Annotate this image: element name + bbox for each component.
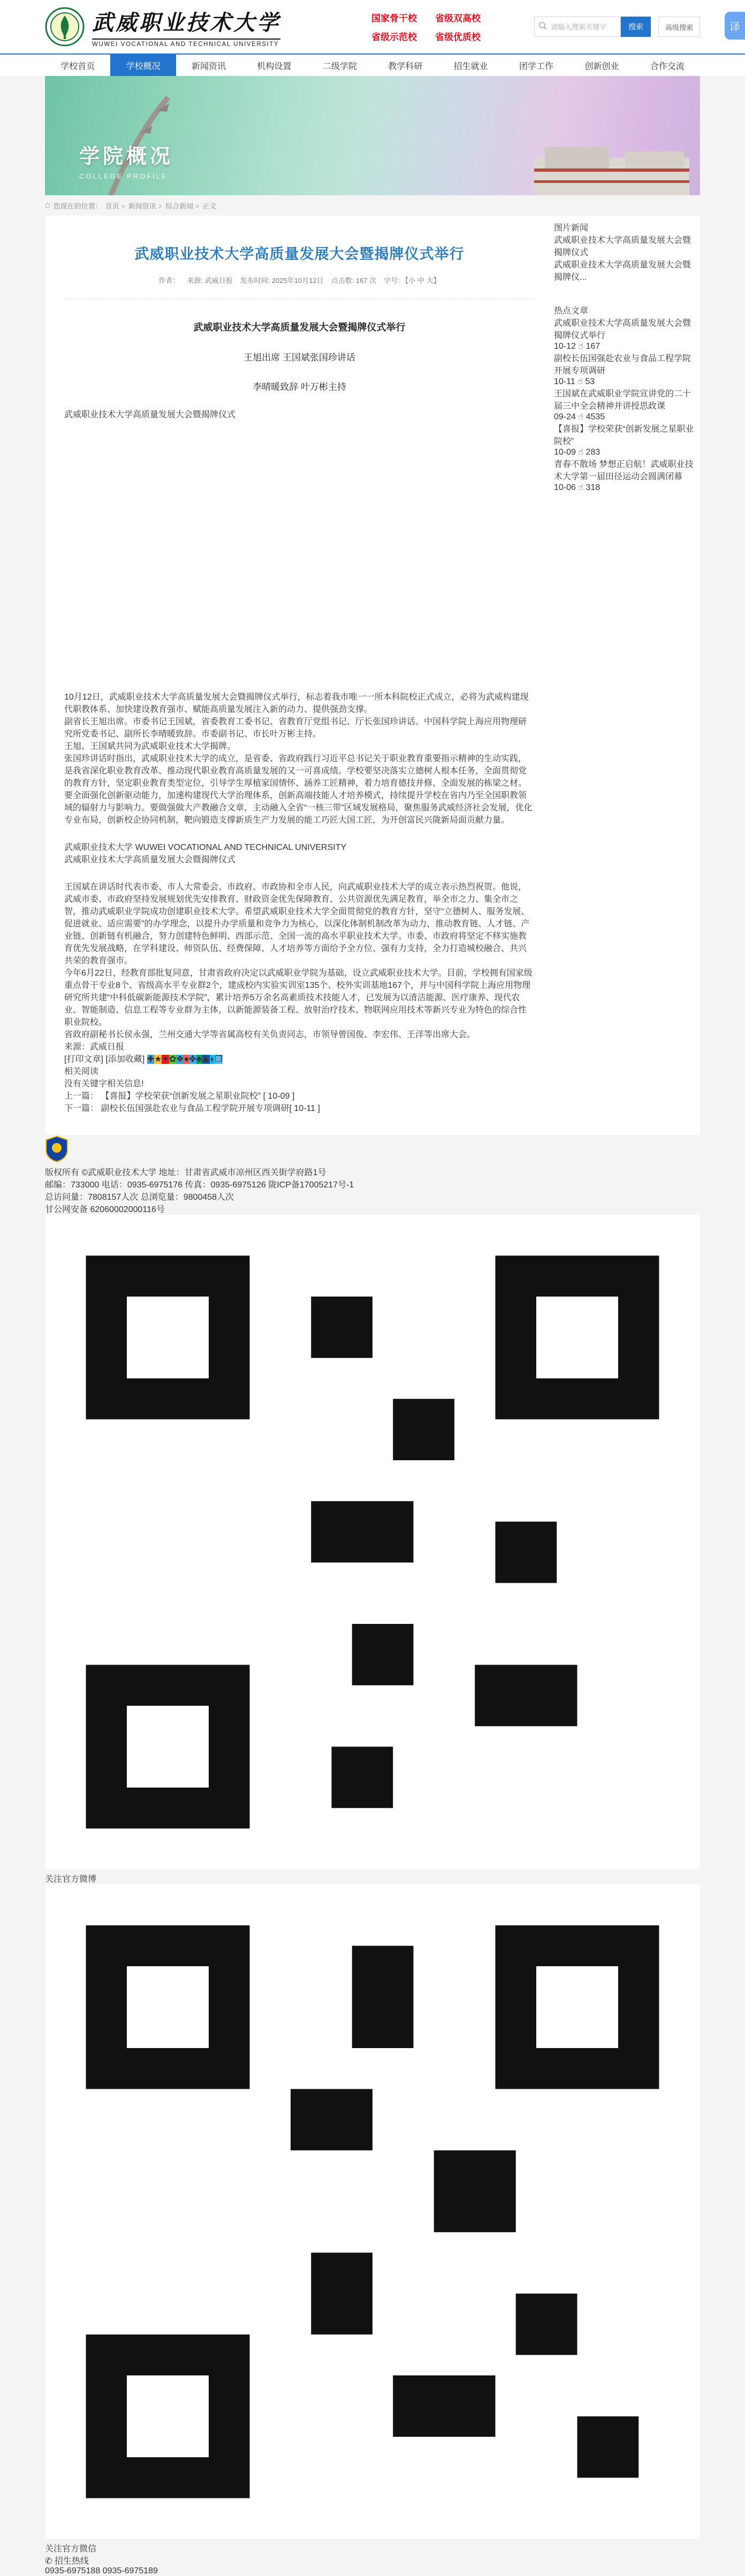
article-subtitle-3: 李晴暖致辞 叶万彬主持 [253,382,346,392]
article-paragraph: 省政府副秘书长侯永强，兰州交通大学等省属高校有关负责同志，市领导曾国俊、李宏伟、王洋等出席大会。 [64,1030,476,1039]
footer-tel: 电话：0935-6975176 [101,1180,183,1190]
meta-fontsize-switch[interactable]: 字号: 【小 中 大】 [384,277,440,285]
breadcrumb-link[interactable]: 新闻资讯 [128,202,156,210]
add-favorite-link[interactable]: [添加收藏] [105,1055,145,1064]
footer-total-views: 总浏览量：9800458人次 [140,1193,234,1202]
hot-article-views: 4535 [586,412,605,421]
copyright-line: 版权所有 ©武威职业技术大学 地址：甘肃省武威市凉州区西关街学府路1号 [45,1168,326,1177]
print-article-link[interactable]: [打印文章] [64,1055,103,1064]
hot-article-item [554,351,696,387]
advanced-search-button[interactable]: 高级搜索 [658,17,700,37]
share-icon[interactable]: ◗ [209,1055,215,1064]
honor-badges [371,11,481,43]
share-icon[interactable]: ★ [154,1055,162,1064]
home-icon: ⌂ [45,201,50,210]
meta-publish-time: 发布时间: 2025年10月12日 [240,277,324,285]
share-icon[interactable]: ♣ [196,1055,202,1064]
article-paragraph: 副省长王旭出席。市委书记王国斌，省委教育工委书记、省教育厅党组书记、厅长张国珍讲话。中国科学院上海应用物理研究所党委书记、副所长李晴暖致辞。市委副书记、市长叶万彬主持。 [64,717,527,739]
share-icon[interactable]: ✿ [169,1055,177,1064]
slide-banner-text: 武威职业技术大学高质量发展大会暨揭牌仪式 [554,236,691,257]
click-count-icon: ☝ [578,448,584,457]
hot-article-date: 10-11 [554,377,575,386]
share-icon[interactable]: ● [184,1055,189,1064]
hot-article-date: 09-24 [554,412,576,421]
next-article-link[interactable]: 副校长伍国强赴农业与食品工程学院开展专项调研[ 10-11 ] [101,1104,320,1113]
photo-news-slide[interactable] [554,233,696,282]
search-icon [535,21,551,33]
hot-article-link[interactable]: 王国斌在武威职业学院宣讲党的二十届三中全会精神并讲授思政课 [554,389,691,411]
hot-article-date: 10-12 [554,342,576,351]
click-count-icon: ☝ [578,342,584,351]
article-subtitle-1: 武威职业技术大学高质量发展大会暨揭牌仪式举行 [193,322,406,333]
article-title: 武威职业技术大学高质量发展大会暨揭牌仪式举行 [134,246,465,262]
hot-article-views: 53 [585,377,595,386]
article-pager [64,1089,535,1114]
hot-article-link[interactable]: 副校长伍国强赴农业与食品工程学院开展专项调研 [554,354,691,375]
banner-title: 学院概况 [79,145,174,168]
hot-article-views: 283 [586,448,600,457]
footer-icp-link[interactable]: 陇ICP备17005217号-1 [268,1180,354,1190]
security-badge-icon [45,1135,69,1163]
slide-caption[interactable]: 武威职业技术大学高质量发展大会暨揭牌仪... [554,260,691,282]
wechat-qr-code [45,1884,700,2539]
article [45,221,540,1114]
university-name-cn: 武威职业技术大学 [92,10,280,35]
share-icon[interactable]: ✤ [189,1055,196,1064]
hot-article-item [554,457,696,493]
university-name-en: WUWEI VOCATIONAL AND TECHNICAL UNIVERSITY [92,39,280,48]
nav-item[interactable]: 机构设置 [257,62,292,71]
breadcrumb-link[interactable]: 正文 [202,202,217,210]
article-subtitle-2: 王旭出席 王国斌张国珍讲话 [244,352,355,363]
click-count-icon: ☝ [578,412,584,421]
honor-badge: 省级双高校 [435,13,481,24]
hot-article-link[interactable]: 青春不散场 梦想正启航！武威职业技术大学第一届田径运动会圆满闭幕 [554,460,694,481]
hot-articles-title: 热点文章 [554,306,589,316]
share-icon[interactable]: ✦ [162,1055,169,1064]
footer-fax: 传真：0935-6975126 [185,1180,266,1190]
admission-hotline [45,2554,700,2576]
photo2-banner-text: 武威职业技术大学高质量发展大会暨揭牌仪式 [64,855,236,864]
photo2-banner-small: 武威职业技术大学 WUWEI VOCATIONAL AND TECHNICAL UNIVERSITY [64,843,347,852]
share-bar [147,1055,223,1064]
hot-article-views: 318 [586,483,600,492]
honor-badge: 省级示范校 [371,32,417,42]
footer-info [45,1166,700,1215]
related-title: 相关阅读 [64,1067,99,1076]
sidebar [540,221,700,1114]
nav-item[interactable]: 创新创业 [584,62,619,71]
breadcrumb-prefix: 您现在的位置： [53,202,102,210]
hot-article-item [554,422,696,457]
share-icon[interactable]: ✚ [147,1055,155,1064]
next-label: 下一篇： [64,1104,99,1113]
main-nav [0,53,745,76]
university-emblem-icon [45,7,85,47]
article-photo-assembly-hall [64,840,535,865]
article-paragraph: 今年6月22日，经教育部批复同意，甘肃省政府决定以武威职业学院为基础，设立武威职业技术大学。目前，学校拥有国家级重点骨干专业8个、省级高水平专业群2个，建成校内实验实训室135个、校外实训基地167个，并与中国科学院上海应用物理研究所共建“中科低碳新能源技术学院”，累计培养5万余名高素质技术技能人才，已发展为以清洁能源、医疗康养、现代农业、智能制造、信息工程等专业群为主体，以新能源装备工程、放射治疗技术、物联网应用技术等新兴专业为特色的综合性职业院校。 [64,969,533,1027]
prev-label: 上一篇： [64,1092,99,1101]
related-reading-section [64,1064,535,1089]
meta-source: 来源: 武威日报 [187,277,233,285]
article-paragraph: 王旭、王国斌共同为武威职业技术大学揭牌。 [64,742,236,751]
article-paragraph: 张国珍讲话时指出，武威职业技术大学的成立，是省委、省政府践行习近平总书记关于职业教育重要指示精神的生动实践，是我省深化职业教育改革、推动现代职业教育高质量发展的又一可喜成绩。学校要坚决落实立德树人根本任务，全面贯彻党的教育方针，坚定职业教育类型定位，引导学生厚植家国情怀、涵养工匠精神，着力培育德技并修、全面发展的栋梁之材。要全面强化创新驱动能力，加速构建现代大学治理体系，创新高端技能人才培养模式，持续提升学校在省内乃至全国职教领域的辐射力与影响力。要做强做大产教融合文章，主动融入全省“一核三带”区域发展格局，聚焦服务武威经济社会发展，优化专业布局，创新校企协同机制，靶向锻造支撑新质生产力发展的能工巧匠大国工匠，为开创富民兴陇新局面贡献力量。 [64,754,533,825]
footer-zip: 邮编：733000 [45,1180,100,1190]
hot-article-date: 10-06 [554,483,576,492]
wechat-qr-label: 关注官方微信 [45,2544,97,2554]
breadcrumb-link[interactable]: 首页 [105,202,119,210]
breadcrumb: ⌂ 您现在的位置： 首页 > 新闻资讯 > 综合新闻 > 正文 [45,201,217,210]
section-banner [45,76,700,195]
prev-article-link[interactable]: 【喜报】学校荣获“创新发展之星职业院校” [ 10-09 ] [101,1092,295,1101]
click-count-icon: ☝ [578,483,584,492]
weibo-qr-label: 关注官方微博 [45,1875,97,1884]
building-graphic [523,131,700,195]
translate-button[interactable]: 译 [725,12,745,40]
university-logo[interactable] [45,6,334,48]
meta-author: 作者： [158,277,180,285]
breadcrumb-link[interactable]: 综合新闻 [165,202,194,210]
hot-article-item [554,316,696,351]
click-count-icon: ☝ [577,377,583,386]
hot-article-link[interactable]: 武威职业技术大学高质量发展大会暨揭牌仪式举行 [554,319,691,340]
photo-news-title: 图片新闻 [554,224,589,233]
nav-item[interactable]: 招生就业 [453,62,488,71]
phone-icon: ✆ [45,2557,52,2566]
hot-article-views: 167 [586,342,600,351]
article-paragraph: 10月12日，武威职业技术大学高质量发展大会暨揭牌仪式举行，标志着我市唯一一所本科院校正式成立，必将为武威构建现代职教体系、加快建设教育强市、赋能高质量发展注入新的动力、提供强劲支撑。 [64,693,529,714]
article-source: 来源：武威日报 [64,1042,125,1052]
weibo-qr-code [45,1215,700,1869]
banner-subtitle: COLLEGE PROFILE [79,172,168,180]
nav-item[interactable]: 学校首页 [60,62,95,71]
share-icon[interactable]: ❐ [215,1055,223,1064]
related-empty-text: 没有关键字相关信息! [64,1079,144,1088]
nav-item[interactable]: 二级学院 [322,62,357,71]
article-meta [64,275,535,285]
hotline-label: 招生热线 [54,2557,89,2566]
hot-articles-list [554,316,696,493]
hot-article-item [554,387,696,422]
share-icon[interactable]: ♟ [202,1055,210,1064]
footer-total-visits: 总访问量：7808157人次 [45,1193,139,1202]
footer [0,1135,745,2576]
hot-article-link[interactable]: 【喜报】学校荣获“创新发展之星职业院校” [554,425,694,446]
hotline-numbers: 0935-6975188 0935-6975189 [45,2566,158,2575]
search-button[interactable]: 搜索 [621,17,651,37]
nav-item[interactable]: 教学科研 [388,62,423,71]
article-paragraph: 王国斌在讲话时代表市委、市人大常委会、市政府、市政协和全市人民，向武威职业技术大学的成立表示热烈祝贺。他说，武威市委、市政府坚持发展规划优先安排教育、财政资金优先保障教育、公共资源优先满足教育，举全市之力、集全市之智，推动武威职业学院成功创建职业技术大学。希望武威职业技术大学全面贯彻党的教育方针，坚守“立德树人、服务发展、促进就业、适应需要”的办学理念，以提升办学质量和竞争力为核心，以深化体制机制改革为动力，推动教育链、人才链、产业链、创新链有机融合，努力创建特色鲜明、西部示范、全国一流的高水平职业技术大学。市委、市政府将坚定不移实施教育优先发展战略，在学科建设、师资队伍、经费保障、人才培养等方面给予全方位、强有力支持，全力打造城校融合、共兴共荣的教育强市。 [64,883,530,965]
nav-item[interactable]: 团学工作 [519,62,554,71]
footer-security-record-link[interactable]: 甘公网安备 62060002000116号 [45,1205,165,1214]
header [0,0,745,53]
photo-banner-text: 武威职业技术大学高质量发展大会暨揭牌仪式 [64,410,236,419]
nav-item[interactable]: 学校概况 [110,55,176,76]
share-icon[interactable]: ❖ [176,1055,184,1064]
article-photo-unveiling-stage [64,408,535,675]
search-box [534,17,621,37]
honor-badge: 省级优质校 [435,32,481,42]
search-input[interactable] [551,23,620,31]
nav-item[interactable]: 新闻资讯 [192,62,226,71]
hot-article-date: 10-09 [554,448,576,457]
meta-clicks: 点击数: 167 次 [331,277,377,285]
nav-item[interactable]: 合作交流 [650,62,685,71]
honor-badge: 国家骨干校 [371,13,417,24]
